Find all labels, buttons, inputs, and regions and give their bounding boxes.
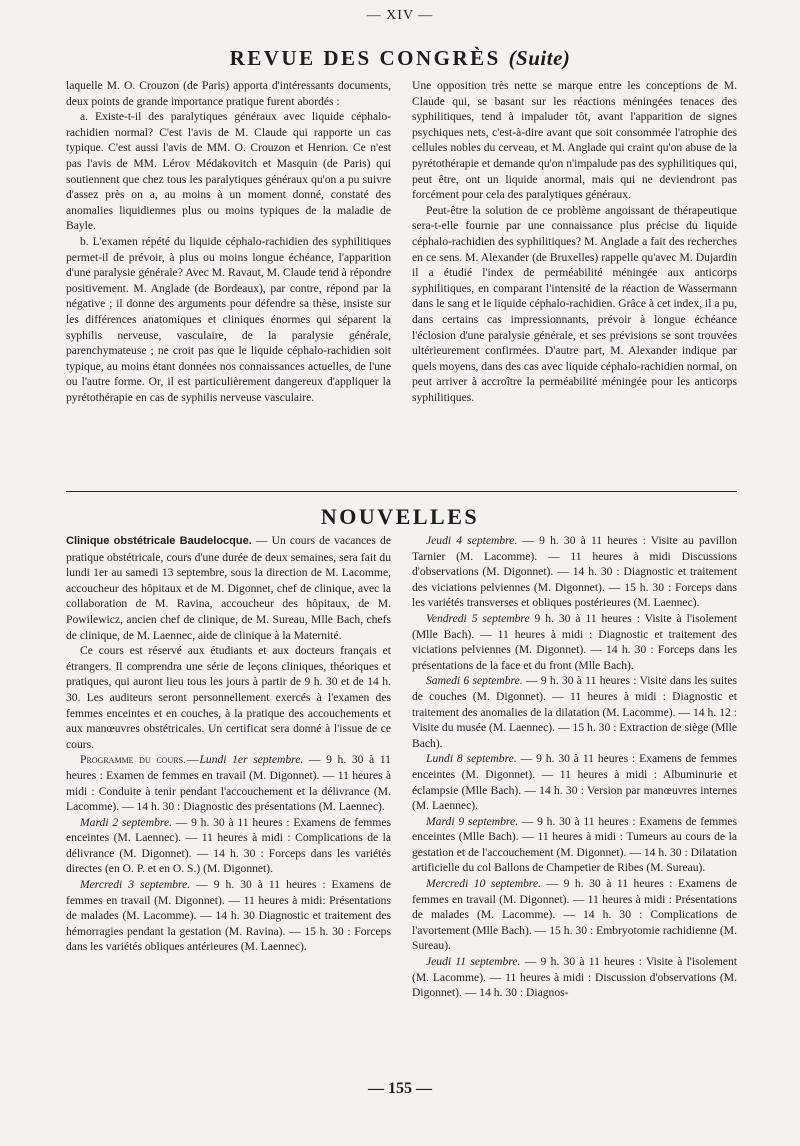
day-text: — 9 h. 30 à 11 heures : Visite à l'isolement (M. Lacomme). — 11 heures à midi : Discussion d'observations (M. Digonnet). — 14 h. 30 : Diagnos- [412, 955, 737, 1000]
day-label: Mardi 9 septembre. [426, 814, 518, 828]
programme-day [412, 751, 737, 813]
day-text: — 9 h. 30 à 11 heures : Examens de femmes en travail (M. Digonnet). — 11 heures à midi: Présentations de malades (M. Lacomme). — 14 h. 30 Diagnostic et traitement des hémorragies pendant la gestation (M. Ravina). — 15 h. 30 : Forceps dans les variétés obliques antérieures (M. Laennec). [66, 878, 391, 954]
paragraph: a. Existe-t-il des paralytiques généraux avec liquide céphalo-rachidien normal? C'est l'avis de M. Claude qui rapporte un cas typique. C'est aussi l'avis de MM. O. Crouzon et Henrion. Ce n'est pas l'avis de MM. Lérov Médakovitch et Masquin (de Paris) qui soutiennent que chez tous les paralytiques généraux qu'on a pu suivre d'assez près on a, au moins à un moment donné, constaté des anomalies liquidiennes plus ou moins typiques de la maladie de Bayle. [66, 110, 391, 233]
intro-text: — Un cours de vacances de pratique obstétricale, cours d'une durée de deux semaines, sera fait du lundi 1er au samedi 13 septembre, sous la direction de M. Lacomme, accoucheur des hôpitaux et de M. Digonnet, chef de clinique, avec la collaboration de M. Ravina, accoucheur des hôpitaux, de M. Powilewicz, ancien chef de clinique, de M. Sureau, Mlle Bach, chefs de clinique, de M. Laennec, aide de clinique à la Maternité. [66, 534, 391, 642]
day-text: — 9 h. 30 à 11 heures : Examens de femmes en travail (M. Digonnet). — 11 heures à midi : Présentations de malades (M. Lacomme). — 14 h. 30 : Complications de l'avortement (Mlle Bach). — 15 h. 30 : Embryotomie rachidienne (M. Sureau). [412, 877, 737, 953]
day-label: Mercredi 3 septembre. [80, 878, 191, 892]
programme-day [412, 533, 737, 611]
section-title [0, 46, 800, 71]
day-text: — 9 h. 30 à 11 heures : Examens de femmes enceintes (Mlle Bach). — 11 heures à midi : Tumeurs au cours de la gestation et de l'accouchement (M. Digonnet). — 14 h. 30 : Dilatation artificielle du col Ballons de Champetier de Ribes (M. Sureau). [412, 814, 737, 875]
congres-right-column [412, 78, 737, 405]
paragraph [66, 533, 391, 643]
day-label: Mercredi 10 septembre. [426, 877, 541, 891]
paragraph: Ce cours est réservé aux étudiants et aux docteurs français et étrangers. Il comprendra une série de leçons cliniques, théoriques et pratiques, qui auront lieu tous les jours à partir de 9 h. 30 et de 14 h. 30. Les auditeurs seront personnellement exercés à l'examen des femmes enceintes et en couches, à la pratique des accouchements et aux manœuvres obstétricales. Un certificat sera donné à l'issue de ce cours. [66, 644, 391, 751]
section-title-suffix: (Suite) [508, 46, 571, 70]
day-label: Jeudi 4 septembre. [426, 534, 518, 547]
day-label: Vendredi 5 septembre [426, 611, 530, 625]
programme-day [66, 815, 391, 877]
programme-day [412, 876, 737, 954]
programme-label: Programme du cours. [80, 753, 186, 767]
day-text: 9 h. 30 à 11 heures : Visite à l'isolement (Mlle Bach). — 11 heures à midi : Diagnostic et traitement des viciations pelviennes (M. Digonnet). — 14 h. 30 : Forceps dans les présentations de la face et du front (Mlle Bach). [412, 611, 738, 672]
programme-day [412, 814, 737, 876]
section-title-text: REVUE DES CONGRÈS [229, 46, 501, 70]
nouvelles-left-column [66, 533, 391, 955]
day-text: — 9 h. 30 à 11 heures : Visite dans les suites de couches (M. Digonnet). — 11 heures à midi : Diagnostic et traitement des anomalies de la dilatation (M. Lacomme). — 14 h. 12 : Visite du musée (M. Laennec). — 15 h. 30 : Extraction de siège (Mlle Bach). [412, 674, 737, 750]
paragraph: Peut-être la solution de ce problème angoissant de thérapeutique sera-t-elle fournie par une connaissance plus précise du liquide céphalo-rachidien des syphilitiques? M. Anglade a fait des recherches en ce sens. M. Alexander (de Bruxelles) rappelle qu'avec M. Dujardin il a étudié l'index de perméabilité méningée aux anticorps syphilitiques, en comparant l'intensité de la réaction de Wassermann dans le sang et le liquide céphalo-rachidien. Grâce à cet index, il a pu, dans certains cas impressionnants, prévoir à longue échéance l'éclosion d'une paralysie générale, et ses prévisions se sont trouvées ultérieurement confirmées. D'autre part, M. Alexander indique par quels moyens, dans des cas avec liquide céphalo-rachidien normal, on peut arriver à accroître la perméabilité méningée pour les anticorps syphilitiques. [412, 203, 737, 404]
section-divider [66, 491, 737, 492]
programme-day [412, 611, 737, 673]
programme-day [412, 673, 737, 751]
day-label: Samedi 6 septembre. [426, 674, 523, 688]
congres-left-column [66, 78, 391, 405]
day-label: Lundi 1er septembre. [199, 753, 304, 767]
nouvelles-title: NOUVELLES [320, 504, 480, 529]
day-label: Mardi 2 septembre. [80, 815, 172, 829]
page-number: — 155 — [368, 1080, 432, 1097]
day-text: — 9 h. 30 à 11 heures : Examen de femmes en travail (M. Digonnet). — 11 heures à midi : Conduite à tenir pendant l'accouchement et la délivrance (M. Lacomme). — 14 h. 30 : Diagnostic des présentations (M. Laennec). [66, 753, 391, 814]
page-folio: — XIV — [366, 8, 434, 23]
programme-day [412, 954, 737, 1001]
day-text: — 9 h. 30 à 11 heures : Examens de femmes enceintes (M. Digonnet). — 11 heures à midi : Albuminurie et éclampsie (Mlle Bach). — 14 h. 30 : Version par manœuvres internes (M. Laennec). [412, 752, 737, 813]
day-text: — 9 h. 30 à 11 heures : Examens de femmes enceintes (M. Laennec). — 11 heures à midi : Complications de la délivrance (M. Digonnet). — 14 h. 30 : Forceps dans les variétés directes (en O. P. et en O. S.) (M. Digonnet). [66, 815, 391, 876]
day-label: Jeudi 11 septembre. [426, 955, 521, 969]
paragraph: Une opposition très nette se marque entre les conceptions de M. Claude qui, se basant sur les réactions méningées tenaces des syphilitiques, tend à impaluder tôt, avant l'apparition de signes psychiques nets, c'est-à-dire avant que soit consommée l'atrophie des cellules nobles du cerveau, et M. Anglade qui craint qu'on abuse de la pyrétothérapie et demande qu'on n'impalude pas des syphilitiques qui, peut être, ont un liquide anormal, mais qui ne deviendront pas forcément pour cela des paralytiques généraux. [412, 79, 737, 202]
clinic-heading: Clinique obstétricale Baudelocque. [66, 535, 252, 547]
nouvelles-right-column [412, 533, 737, 1001]
programme-day [66, 877, 391, 955]
day-text: — 9 h. 30 à 11 heures : Visite au pavillon Tarnier (M. Lacomme). — 11 heures à midi Discussions d'observations (M. Digonnet). — 14 h. 30 : Diagnostic et traitement des viciations pelviennes (M. Digonnet). — 15 h. 30 : Forceps dans les variétés transverses et obliques postérieures (M. Laennec). [412, 534, 737, 610]
programme-paragraph: Programme du cours. — Lundi 1er septembre. — 9 h. 30 à 11 heures : Examen de femmes en travail (M. Digonnet). — 11 heures à midi : Conduite à tenir pendant l'accouchement et la délivrance (M. Lacomme). — 14 h. 30 : Diagnostic des présentations (M. Laennec). [66, 753, 391, 814]
paragraph: laquelle M. O. Crouzon (de Paris) apporta d'intéressants documents, deux points de grande importance pratique furent abordés : [66, 79, 391, 108]
paragraph: b. L'examen répété du liquide céphalo-rachidien des syphilitiques permet-il de prévoir, à plus ou moins longue échéance, l'apparition d'une paralysie générale? Avec M. Ravaut, M. Claude tend à répondre positivement. M. Anglade (de Bordeaux), par contre, répond par la négative ; il donne des arguments pour défendre sa thèse, insiste sur les différences anatomiques et cliniques énormes qui séparent la syphilis nerveuse, vasculaire, de la paralysie générale, parenchymateuse ; ne croit pas que le liquide céphalo-rachidien soit typique, au moins étant données nos connaissances actuelles, de l'une ou l'autre forme. Or, il est particulièrement dangereux d'appliquer la pyrétothérapie en cas de syphilis nerveuse vasculaire. [66, 234, 391, 404]
day-label: Lundi 8 septembre. [426, 752, 517, 766]
